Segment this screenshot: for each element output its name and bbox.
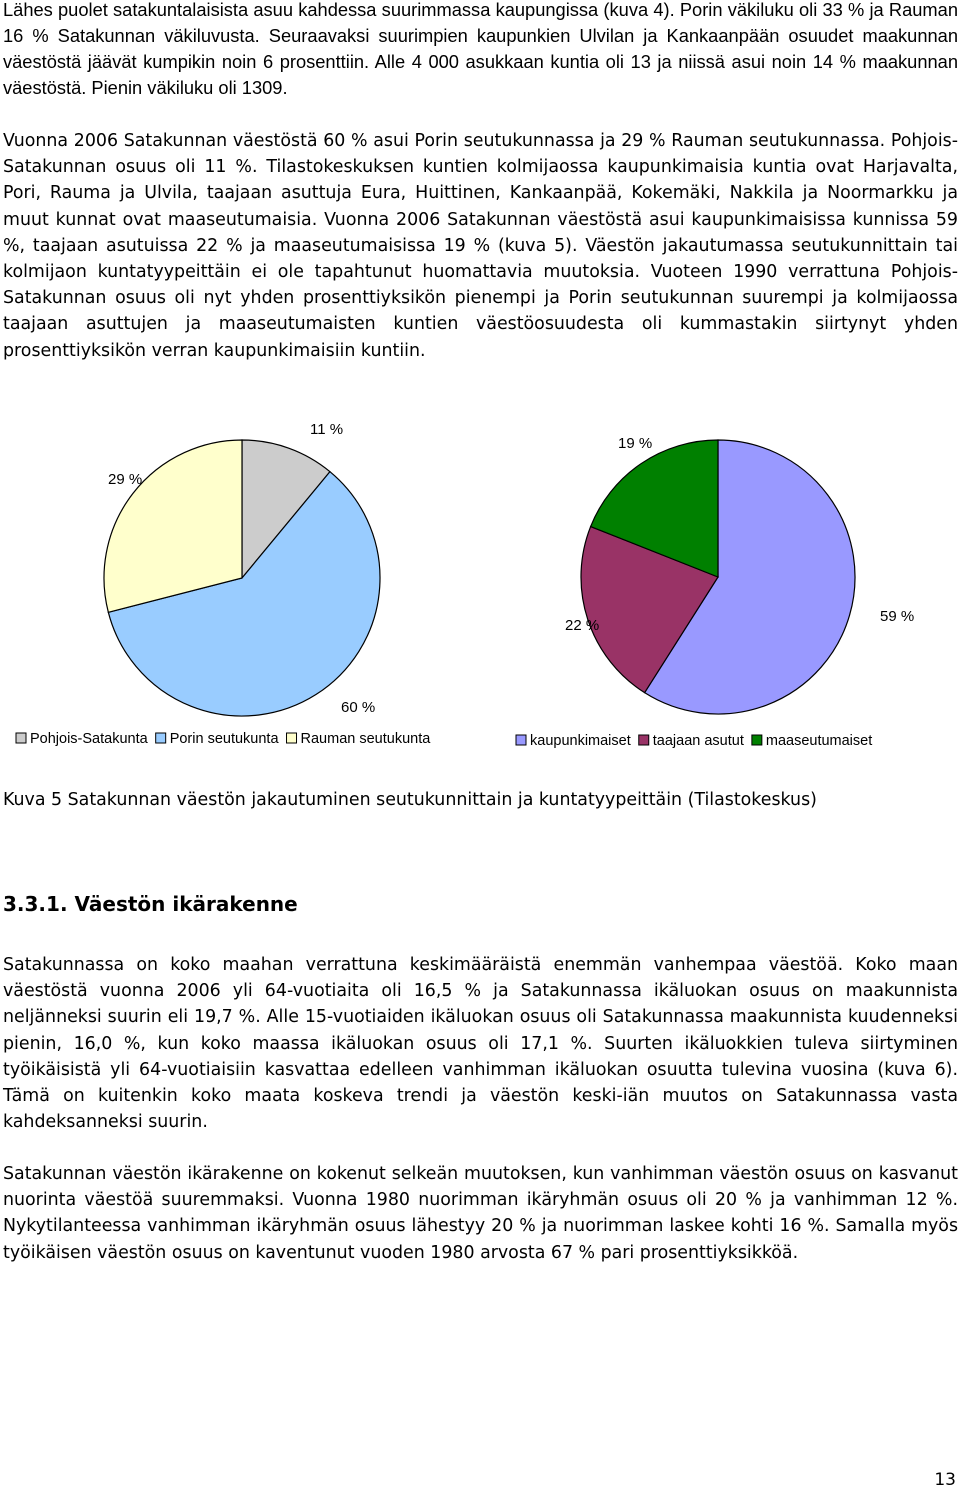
pie1-legend-label-2: Rauman seutukunta [300, 731, 431, 747]
section-heading: 3.3.1. Väestön ikärakenne [3, 892, 298, 916]
intro-paragraph: Lähes puolet satakuntalaisista asuu kahdessa suurimmassa kaupungissa (kuva 4). Porin väkiluku oli 33 % ja Rauman 16 % Satakunnan väkiluvusta. Seuraavaksi suurimpien kaupunkien Ulvilan ja Kankaanpään osuudet maakunnan väestöstä jäävät kumpikin noin 6 prosenttiin. Alle 4 000 asukkaan kuntia oli 13 ja niissä asui noin 14 % maakunnan väestöstä. Pienin väkiluku oli 1309. [3, 0, 958, 98]
pie2-label-0: 59 % [880, 608, 915, 625]
pie2-legend-swatch-2 [752, 735, 762, 745]
pie2-legend-label-2: maaseutumaiset [765, 733, 873, 749]
pie1-legend-label-1: Porin seutukunta [169, 731, 279, 747]
pie1-legend-swatch-1 [156, 733, 166, 743]
page-number: 13 [934, 1470, 956, 1490]
region-paragraph: Vuonna 2006 Satakunnan väestöstä 60 % asui Porin seutukunnassa ja 29 % Rauman seutukunnassa. Pohjois-Satakunnan osuus oli 11 %. Tilastokeskuksen kuntien kolmijaossa kaupunkimaisia kuntia ovat Harjavalta, Pori, Rauma ja Ulvila, taajaan asuttuja Eura, Huittinen, Kankaanpää, Kokemäki, Nakkila ja Noormarkku ja muut kunnat ovat maaseutumaisia. Vuonna 2006 Satakunnan väestöstä asui kaupunkimaisissa kunnissa 59 %, taajaan asutuissa 22 % ja maaseutumaisissa 19 % (kuva 5). Väestön jakautumassa seutukunnittain tai kolmijaon kuntatyypeittäin ei ole tapahtunut huomattavia muutoksia. Vuoteen 1990 verrattuna Pohjois-Satakunnan osuus oli nyt yhden prosenttiyksikön pienempi ja Porin seutukunnan suurempi ja kolmijaossa taajaan asuttujen ja maaseutumaisten kuntien väestöosuudesta oli kummastakin siirtynyt yhden prosenttiyksikön verran kaupunkimaisiin kuntiin. [3, 131, 958, 361]
pie2-legend-label-1: taajaan asutut [652, 733, 744, 749]
pie2-legend-swatch-0 [516, 735, 526, 745]
pie2-legend-swatch-1 [639, 735, 649, 745]
pie2-label-1: 22 % [565, 617, 600, 634]
pie1-legend-swatch-2 [287, 733, 297, 743]
pie2-label-2: 19 % [618, 435, 653, 452]
pie1-label-2: 29 % [108, 471, 143, 488]
pie-charts-figure [0, 412, 960, 772]
pie2-legend-label-0: kaupunkimaiset [530, 733, 631, 749]
age-structure-paragraph: Satakunnassa on koko maahan verrattuna keskimääräistä enemmän vanhempaa väestöä. Koko maan väestöstä vuonna 2006 yli 64-vuotiaita oli 16,5 % ja Satakunnassa ikäluokan osuus on maakunnista neljänneksi suurin eli 19,7 %. Alle 15-vuotiaiden ikäluokan osuus oli Satakunnassa maakunnista kuudenneksi pienin, 16,0 %, kun koko maassa ikäluokan osuus oli 17,1 %. Suurten ikäluokkien tuleva siirtyminen työikäisistä yli 64-vuotiaisiin kasvattaa edelleen vanhimman ikäluokan osuutta tulevina vuosina (kuva 6). Tämä on kuitenkin koko maata koskeva trendi ja väestön keski-iän muutos on Satakunnassa vasta kahdeksanneksi suurin. [3, 955, 958, 1133]
pie1-label-0: 11 % [310, 421, 344, 438]
age-change-paragraph: Satakunnan väestön ikärakenne on kokenut selkeän muutoksen, kun vanhimman väestön osuus on kasvanut nuorinta väestöä suuremmaksi. Vuonna 1980 nuorimman ikäryhmän osuus oli 20 % ja vanhimman 12 %. Nykytilanteessa vanhimman ikäryhmän osuus lähestyy 20 % ja nuorimman laskee kohti 16 %. Samalla myös työikäisen väestön osuus on kaventunut vuoden 1980 arvosta 67 % pari prosenttiyksikköä. [3, 1164, 958, 1263]
pie1-legend-swatch-0 [16, 733, 26, 743]
pie1-legend-label-0: Pohjois-Satakunta [30, 731, 148, 747]
pie1-label-1: 60 % [341, 699, 376, 716]
figure-caption: Kuva 5 Satakunnan väestön jakautuminen seutukunnittain ja kuntatyypeittäin (Tilastokeskus) [3, 790, 817, 810]
